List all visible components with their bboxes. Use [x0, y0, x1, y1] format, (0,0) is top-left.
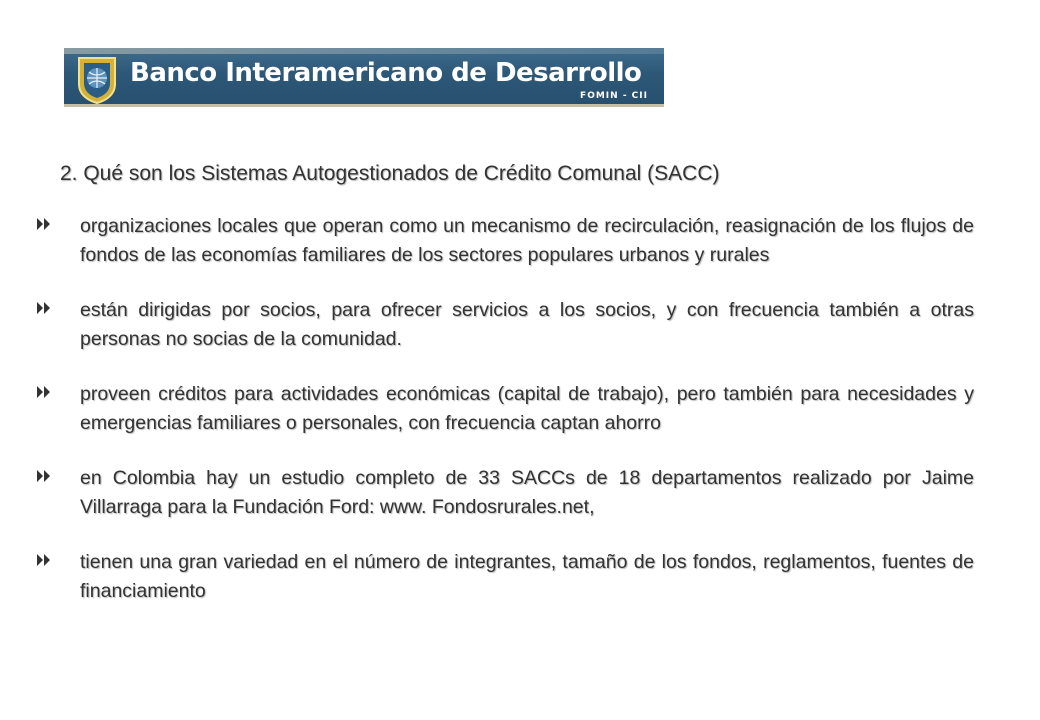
header-banner — [64, 48, 664, 107]
bullet-item — [32, 296, 974, 354]
bullet-item — [32, 464, 974, 522]
double-chevron-right-icon — [34, 466, 54, 486]
banner-title: Banco Interamericano de Desarrollo — [130, 58, 642, 88]
double-chevron-right-icon — [34, 298, 54, 318]
bullet-list — [32, 212, 974, 632]
double-chevron-right-icon — [34, 382, 54, 402]
double-chevron-right-icon — [34, 550, 54, 570]
bullet-item — [32, 212, 974, 270]
banner-top-strip — [64, 48, 664, 54]
bullet-text: proveen créditos para actividades económicas (capital de trabajo), pero también para necesidades y emergencias familiares o personales, con frecuencia captan ahorro — [80, 383, 974, 434]
bullet-item — [32, 548, 974, 606]
bullet-text: tienen una gran variedad en el número de integrantes, tamaño de los fondos, reglamentos, fuentes de financiamiento — [80, 551, 974, 602]
slide-heading: 2. Qué son los Sistemas Autogestionados de Crédito Comunal (SACC) — [60, 162, 720, 185]
bullet-text: organizaciones locales que operan como un mecanismo de recirculación, reasignación de los flujos de fondos de las economías familiares de los sectores populares urbanos y rurales — [80, 215, 974, 266]
banner-subtitle: FOMIN - CII — [580, 91, 648, 101]
double-chevron-right-icon — [34, 214, 54, 234]
bullet-text: están dirigidas por socios, para ofrecer servicios a los socios, y con frecuencia también a otras personas no socias de la comunidad. — [80, 299, 974, 350]
bullet-text: en Colombia hay un estudio completo de 33 SACCs de 18 departamentos realizado por Jaime Villarraga para la Fundación Ford: www. Fondosrurales.net, — [80, 467, 974, 518]
idb-globe-icon — [76, 54, 118, 104]
bullet-item — [32, 380, 974, 438]
